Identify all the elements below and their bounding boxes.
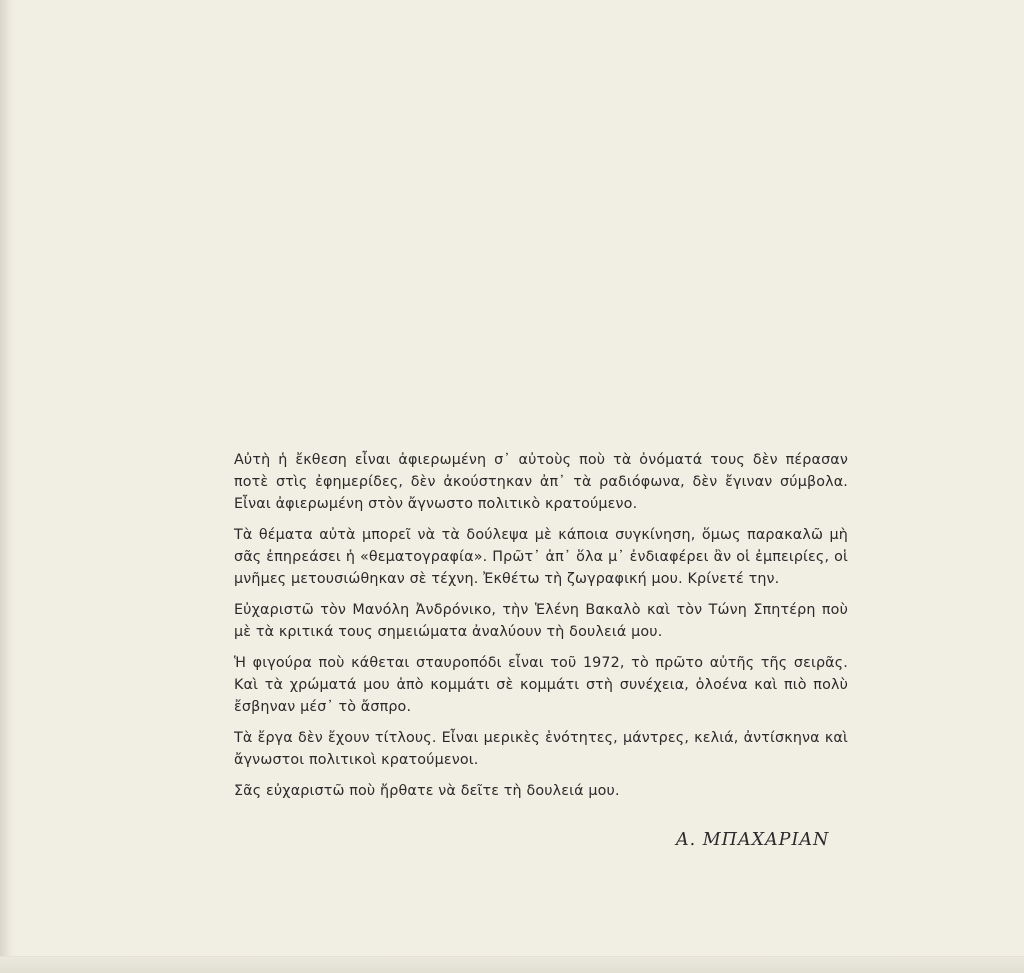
paragraph-themes: Τὰ θέματα αὐτὰ μπορεῖ νὰ τὰ δούλεψα μὲ κάποια συγκίνηση, ὅμως παρακαλῶ μὴ σᾶς ἐπηρεάσει ἡ «θεματογραφία». Πρῶτ᾽ ἀπ᾽ ὅλα μ᾽ ἐνδιαφέρει ἂν οἱ ἐμπειρίες, οἱ μνῆμες μετουσιώθηκαν σὲ τέχνη. Ἐκθέτω τὴ ζωγραφική μου. Κρίνετέ την. (234, 527, 848, 587)
dedication-text (234, 449, 848, 811)
paragraph-thanks: Εὐχαριστῶ τὸν Μανόλη Ἀνδρόνικο, τὴν Ἑλένη Βακαλὸ καὶ τὸν Τώνη Σπητέρη ποὺ μὲ τὰ κριτικά τους σημειώματα ἀναλύουν τὴ δουλειά μου. (234, 602, 848, 640)
paragraph-dedication: Αὐτὴ ἡ ἔκθεση εἶναι ἀφιερωμένη σ᾽ αὐτοὺς ποὺ τὰ ὀνόματά τους δὲν πέρασαν ποτὲ στὶς ἐφημερίδες, δὲν ἀκούστηκαν ἀπ᾽ τὰ ραδιόφωνα, δὲν ἔγιναν σύμβολα. Εἶναι ἀφιερωμένη στὸν ἄγνωστο πολιτικὸ κρατούμενο. (234, 452, 848, 512)
paragraph-works: Τὰ ἔργα δὲν ἔχουν τίτλους. Εἶναι μερικὲς ἑνότητες, μάντρες, κελιά, ἀντίσκηνα καὶ ἄγνωστοι πολιτικοὶ κρατούμενοι. (234, 730, 848, 768)
paragraph-figure: Ἡ φιγούρα ποὺ κάθεται σταυροπόδι εἶναι τοῦ 1972, τὸ πρῶτο αὐτῆς τῆς σειρᾶς. Καὶ τὰ χρώματά μου ἀπὸ κομμάτι σὲ κομμάτι στὴ συνέχεια, ὁλοένα καὶ πιὸ πολὺ ἔσβηναν μέσ᾽ τὸ ἄσπρο. (234, 655, 848, 715)
page-left-edge (0, 0, 14, 973)
author-signature: Α. ΜΠΑΧΑΡΙΑΝ (676, 830, 830, 850)
paragraph-closing: Σᾶς εὐχαριστῶ ποὺ ἤρθατε νὰ δεῖτε τὴ δουλειά μου. (234, 783, 620, 799)
page-bottom-edge (0, 956, 1024, 973)
